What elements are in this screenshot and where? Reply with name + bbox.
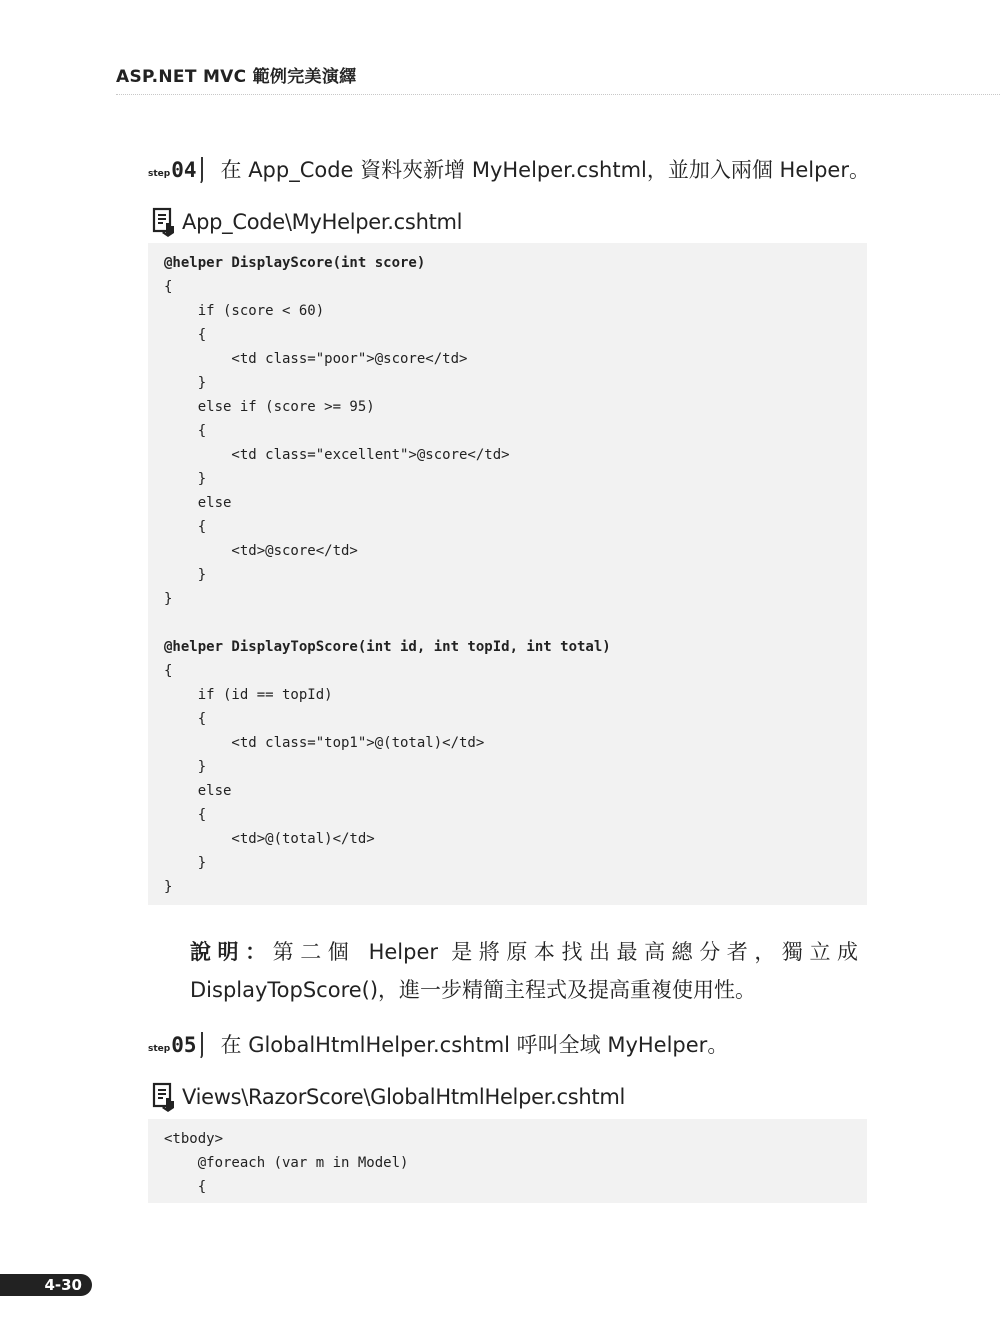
explanation-label: 說明：	[190, 940, 273, 964]
code-line: }	[164, 855, 207, 871]
file-name: Views\RazorScore\GlobalHtmlHelper.cshtml	[182, 1085, 626, 1109]
page-number: 4-30	[0, 1274, 92, 1296]
code-line: {	[164, 327, 207, 343]
explanation	[190, 933, 858, 1009]
code-line: <td class="top1">@(total)</td>	[164, 735, 485, 751]
code-line: else	[164, 495, 232, 511]
code-line: {	[164, 519, 207, 535]
code-line: {	[164, 279, 173, 295]
explanation-text: 第二個 Helper 是將原本找出最高總分者，獨立成 DisplayTopScore()，進一步精簡主程式及提高重複使用性。	[190, 940, 859, 1002]
code-file-icon	[152, 207, 178, 237]
step-word: step	[148, 1044, 171, 1054]
code-line: }	[164, 759, 207, 775]
code-line: <td>@score</td>	[164, 543, 358, 559]
code-line: }	[164, 879, 173, 895]
code-line: if (id == topId)	[164, 687, 333, 703]
code-line: {	[164, 807, 207, 823]
code-line: if (score < 60)	[164, 303, 325, 319]
file-name: App_Code\MyHelper.cshtml	[182, 210, 463, 234]
step-text: 在 GlobalHtmlHelper.cshtml 呼叫全域 MyHelper。	[220, 1033, 729, 1057]
file-label-myhelper	[152, 207, 462, 237]
code-line: <td>@(total)</td>	[164, 831, 375, 847]
step-04	[148, 154, 870, 184]
header-divider	[116, 94, 1000, 95]
code-line: @helper DisplayScore(int score)	[164, 255, 426, 271]
step-text: 在 App_Code 資料夾新增 MyHelper.cshtml，並加入兩個 Helper。	[220, 158, 870, 182]
code-line: <td class="poor">@score</td>	[164, 351, 468, 367]
code-line: @foreach (var m in Model)	[164, 1155, 409, 1171]
step-badge	[148, 1032, 203, 1059]
code-line: {	[164, 1179, 207, 1195]
code-line	[164, 611, 867, 635]
code-line: @helper DisplayTopScore(int id, int topId, int total)	[164, 639, 611, 655]
step-badge	[148, 157, 203, 184]
code-line: else if (score >= 95)	[164, 399, 375, 415]
code-line: {	[164, 423, 207, 439]
code-block-myhelper	[148, 243, 867, 905]
step-05	[148, 1029, 728, 1059]
step-number: 04	[171, 158, 197, 182]
code-line: else	[164, 783, 232, 799]
code-line: }	[164, 375, 207, 391]
code-line: {	[164, 711, 207, 727]
code-line: {	[164, 663, 173, 679]
code-line: }	[164, 591, 173, 607]
file-label-globalhtmlhelper	[152, 1082, 625, 1112]
step-word: step	[148, 169, 171, 179]
code-block-globalhtmlhelper	[148, 1119, 867, 1203]
code-line: <tbody>	[164, 1131, 224, 1147]
code-line: <td class="excellent">@score</td>	[164, 447, 510, 463]
code-line: }	[164, 567, 207, 583]
book-title: ASP.NET MVC 範例完美演繹	[116, 67, 357, 87]
code-line: }	[164, 471, 207, 487]
step-number: 05	[171, 1033, 197, 1057]
code-file-icon	[152, 1082, 178, 1112]
